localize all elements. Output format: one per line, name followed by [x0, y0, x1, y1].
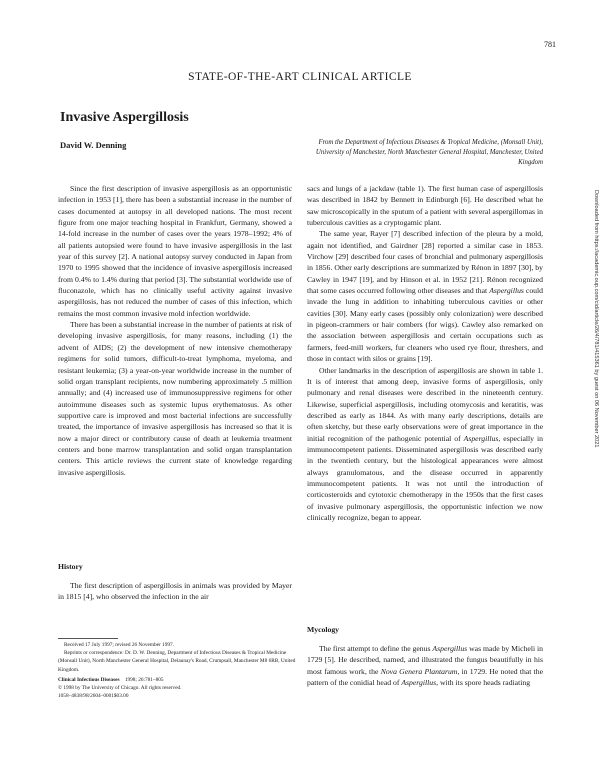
footnotes	[58, 641, 296, 700]
author-affiliation: From the Department of Infectious Diseases & Tropical Medicine, (Monsall Unit), University of Manchester, North Manchester General Hospital, Manchester, United Kingdom	[315, 139, 543, 166]
article-title: Invasive Aspergillosis	[60, 110, 189, 125]
journal-citation: Clinical Infectious Diseases 1998; 26:781–805	[58, 676, 164, 683]
download-watermark: Downloaded from https://academic.oup.com/cid/article/26/4/781/415361 by guest on 06 November 2021	[593, 190, 599, 448]
history-paragraph-2: The same year, Rayer [7] described infection of the pleura by a mold, again not identified, and Gairdner [28] reported a similar case in 1853. Virchow [29] described four cases of bronchial and pulmonary aspergillosis in 1856. Other early descriptions are summarized by Rénon in 1897 [30], by Cawley in 1947 [19], and by Hinson et al. in 1952 [21]. Rénon recognized that some cases occurred following other diseases and that Aspergillus could invade the lung in addition to inhabiting tuberculous cavities or other cavities [30]. Many early cases (possibly only colonization) were described in pigeon-crammers or hair combers (for wigs). Cawley also remarked on the association between aspergillosis and certain occupations such as farmers, feed-mill workers, fur cleaners who used rye flour, threshers, and those in contact with silos or grains [19].	[307, 229, 543, 364]
history-paragraph-3: Other landmarks in the description of aspergillosis are shown in table 1. It is of interest that among deep, invasive forms of aspergillosis, only pulmonary and renal diseases were described in the nineteenth century. Likewise, superficial aspergillosis, including otomycosis and keratitis, was described as early as 1844. As with many early descriptions, details are often sketchy, but these early observations were of great importance in the initial recognition of the pathogenic potential of Aspergillus, especially in immunocompetent patients. Disseminated aspergillosis was described early in the twentieth century, but the histological appearances were almost always granulomatous, and the disease occurred in apparently immunocompetent patients. It was not until the introduction of corticosteroids and cytotoxic chemotherapy in the 1950s that the first cases of invasive pulmonary aspergillosis, the opportunistic infection we now clinically recognize, began to appear.	[307, 365, 543, 522]
history-paragraph-1: The first description of aspergillosis in animals was provided by Mayer in 1815 [4], who observed the infection in the air	[58, 581, 292, 602]
intro-paragraph-1: Since the first description of invasive aspergillosis as an opportunistic infection in 1953 [1], there has been a substantial increase in the number of cases documented at autopsy in all developed nations. The most recent figure from one major teaching hospital in Frankfurt, Germany, showed a 14-fold increase in the number of cases over the years 1978–1992; 4% of all patients autopsied were found to have invasive aspergillosis in the last year of this survey [2]. A national autopsy survey conducted in Japan from 1970 to 1995 showed that the incidence of invasive aspergillosis increased from 0.4% to 1.4% during that period [3]. The substantial worldwide use of fluconazole, which has no clinically useful activity against invasive aspergillosis, has not reduced the number of cases of this infection, which remains the most common invasive mold infection worldwide.	[58, 184, 292, 318]
history-heading: History	[58, 562, 83, 571]
section-banner: STATE-OF-THE-ART CLINICAL ARTICLE	[188, 71, 412, 83]
intro-paragraph-2: There has been a substantial increase in the number of patients at risk of developing invasive aspergillosis, for many reasons, including (1) the advent of AIDS; (2) the development of new intensive chemotherapy regimens for solid tumors, difficult-to-treat lymphoma, myeloma, and resistant leukemia; (3) a year-on-year worldwide increase in the number of solid organ transplant recipients, now numbering approximately .5 million annually; and (4) increased use of immunosuppressive regimens for other autoimmune diseases such as systemic lupus erythematosus. As other supportive care is improved and most bacterial infections are successfully treated, the importance of invasive aspergillosis has increased so that it is now a major direct or contributory cause of death at leukemia treatment centers and bone marrow transplantation and solid organ transplantation centers. This article reviews the current state of knowledge regarding invasive aspergillosis.	[58, 320, 292, 477]
continued-paragraph: sacs and lungs of a jackdaw (table 1). The first human case of aspergillosis was described in 1842 by Bennett in Edinburgh [6]. He described what he saw microscopically in the sputum of a patient with several aspergillomas in tuberculous cavities as a cryptogamic plant.	[307, 184, 543, 228]
reprints-note: Reprints or correspondence: Dr. D. W. Denning, Department of Infectious Diseases & Tropical Medicine (Monsall Unit), North Manchester General Hospital, Delaunay's Road, Crumpsall, Manchester M8 6RB, United Kingdom.	[58, 650, 296, 673]
page-number: 781	[544, 40, 556, 49]
right-column-mycology	[307, 643, 543, 688]
issn-line: 1058–4838/98/2604–0001$03.00	[58, 693, 129, 700]
copyright-line: © 1998 by The University of Chicago. All rights reserved.	[58, 685, 182, 692]
left-column-intro	[58, 183, 292, 478]
right-column-body	[307, 183, 543, 523]
footnote-rule	[58, 638, 118, 639]
author-name: David W. Denning	[60, 140, 127, 150]
mycology-paragraph-1: The first attempt to define the genus Aspergillus was made by Micheli in 1729 [5]. He described, named, and illustrated the fungus beautifully in his most famous work, the Nova Genera Plantarum, in 1729. He noted that the pattern of the conidial head of Aspergillus, with its spore heads radiating	[307, 644, 544, 688]
left-column-history	[58, 580, 292, 603]
mycology-heading: Mycology	[307, 625, 340, 634]
received-date: Received 17 July 1997; revised 26 November 1997.	[64, 642, 175, 648]
